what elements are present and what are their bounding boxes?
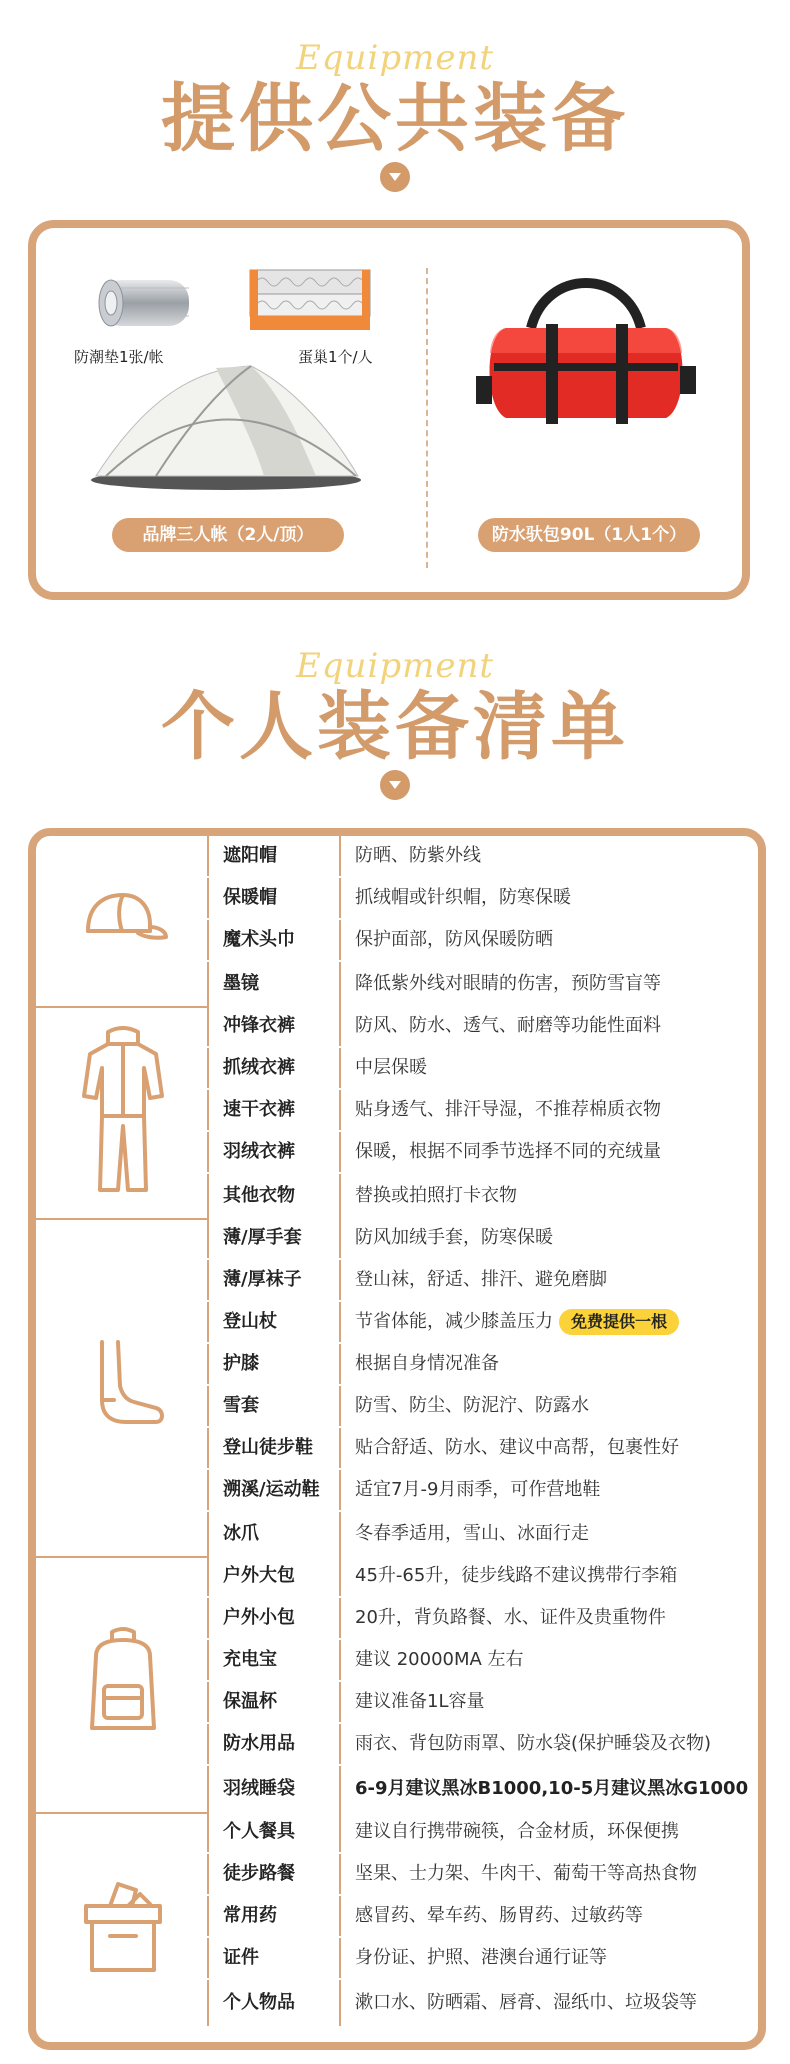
duffel-bag-icon [476,258,696,448]
tent-icon [86,358,366,493]
section2-script-title: Equipment [295,646,495,686]
group-head: 遮阳帽 防晒、防紫外线 保暖帽 抓绒帽或针织帽，防寒保暖 魔术头巾 保护面部，防风保暖防晒 墨镜 降低紫外线对眼睛的伤害，预防雪盲等 [36,836,207,1008]
group-packs: 户外大包 45升-65升，徒步线路不建议携带行李箱 户外小包 20升，背负路餐、水、证件及贵重物件 充电宝 建议 20000MA 左右 保温杯 建议准备1L容量 防水用品 雨衣、背包防雨罩、防水袋(保护睡袋及衣物) 羽绒睡袋 6-9月建议黑冰B1000,10-5月建议黑冰G1000 [36,1556,207,1814]
mat-roll-icon [91,268,201,338]
backpack-icon [82,1626,164,1734]
group-personal-items: 个人餐具 建议自行携带碗筷，合金材质，环保便携 徒步路餐 坚果、士力架、牛肉干、葡萄干等高热食物 常用药 感冒药、晕车药、肠胃药、过敏药等 证件 身份证、护照、港澳台通行证等 个人物品 漱口水、防晒霜、唇膏、湿纸巾、垃圾袋等 [36,1812,207,2042]
group-clothing: 冲锋衣裤 防风、防水、透气、耐磨等功能性面料 抓绒衣裤 中层保暖 速干衣裤 贴身透气、排汗导湿，不推荐棉质衣物 羽绒衣裤 保暖，根据不同季节选择不同的充绒量 其他衣物 替换或拍照打卡衣物 [36,1006,207,1220]
foot-icon [86,1338,166,1428]
public-equipment-card [28,220,750,600]
egg-crate-label: 蛋巢1个/人 [298,348,373,366]
egg-crate-mat-icon [246,264,374,336]
tent-pill: 品牌三人帐（2人/顶） [112,518,344,552]
box-icon [80,1878,166,1976]
chevron-down-icon[interactable] [380,770,410,800]
personal-equipment-table [28,828,766,2050]
cap-icon [78,891,170,953]
chevron-down-icon[interactable] [380,162,410,192]
bag-pill: 防水驮包90L（1人1个） [478,518,700,552]
group-extremities: 薄/厚手套 防风加绒手套，防寒保暖 薄/厚袜子 登山袜，舒适、排汗、避免磨脚 登山杖 节省体能，减少膝盖压力 免费提供一根 护膝 根据自身情况准备 雪套 防雪、防尘、防泥泞、防露水 登山徒步鞋 贴合舒适、防水、建议中高帮，包裹性好 溯溪/运动鞋 适宜7月-9月雨季，可作营地鞋 冰爪 冬春季适用，雪山、冰面行走 [36,1218,207,1558]
section1-title: 提供公共装备 [161,76,629,162]
section1-script-title: Equipment [295,38,495,78]
clothing-icon [80,1026,166,1196]
section2-title: 个人装备清单 [161,684,629,770]
free-provided-badge: 免费提供一根 [559,1309,679,1335]
pad-label: 防潮垫1张/帐 [74,348,164,366]
dashed-divider [426,268,428,568]
